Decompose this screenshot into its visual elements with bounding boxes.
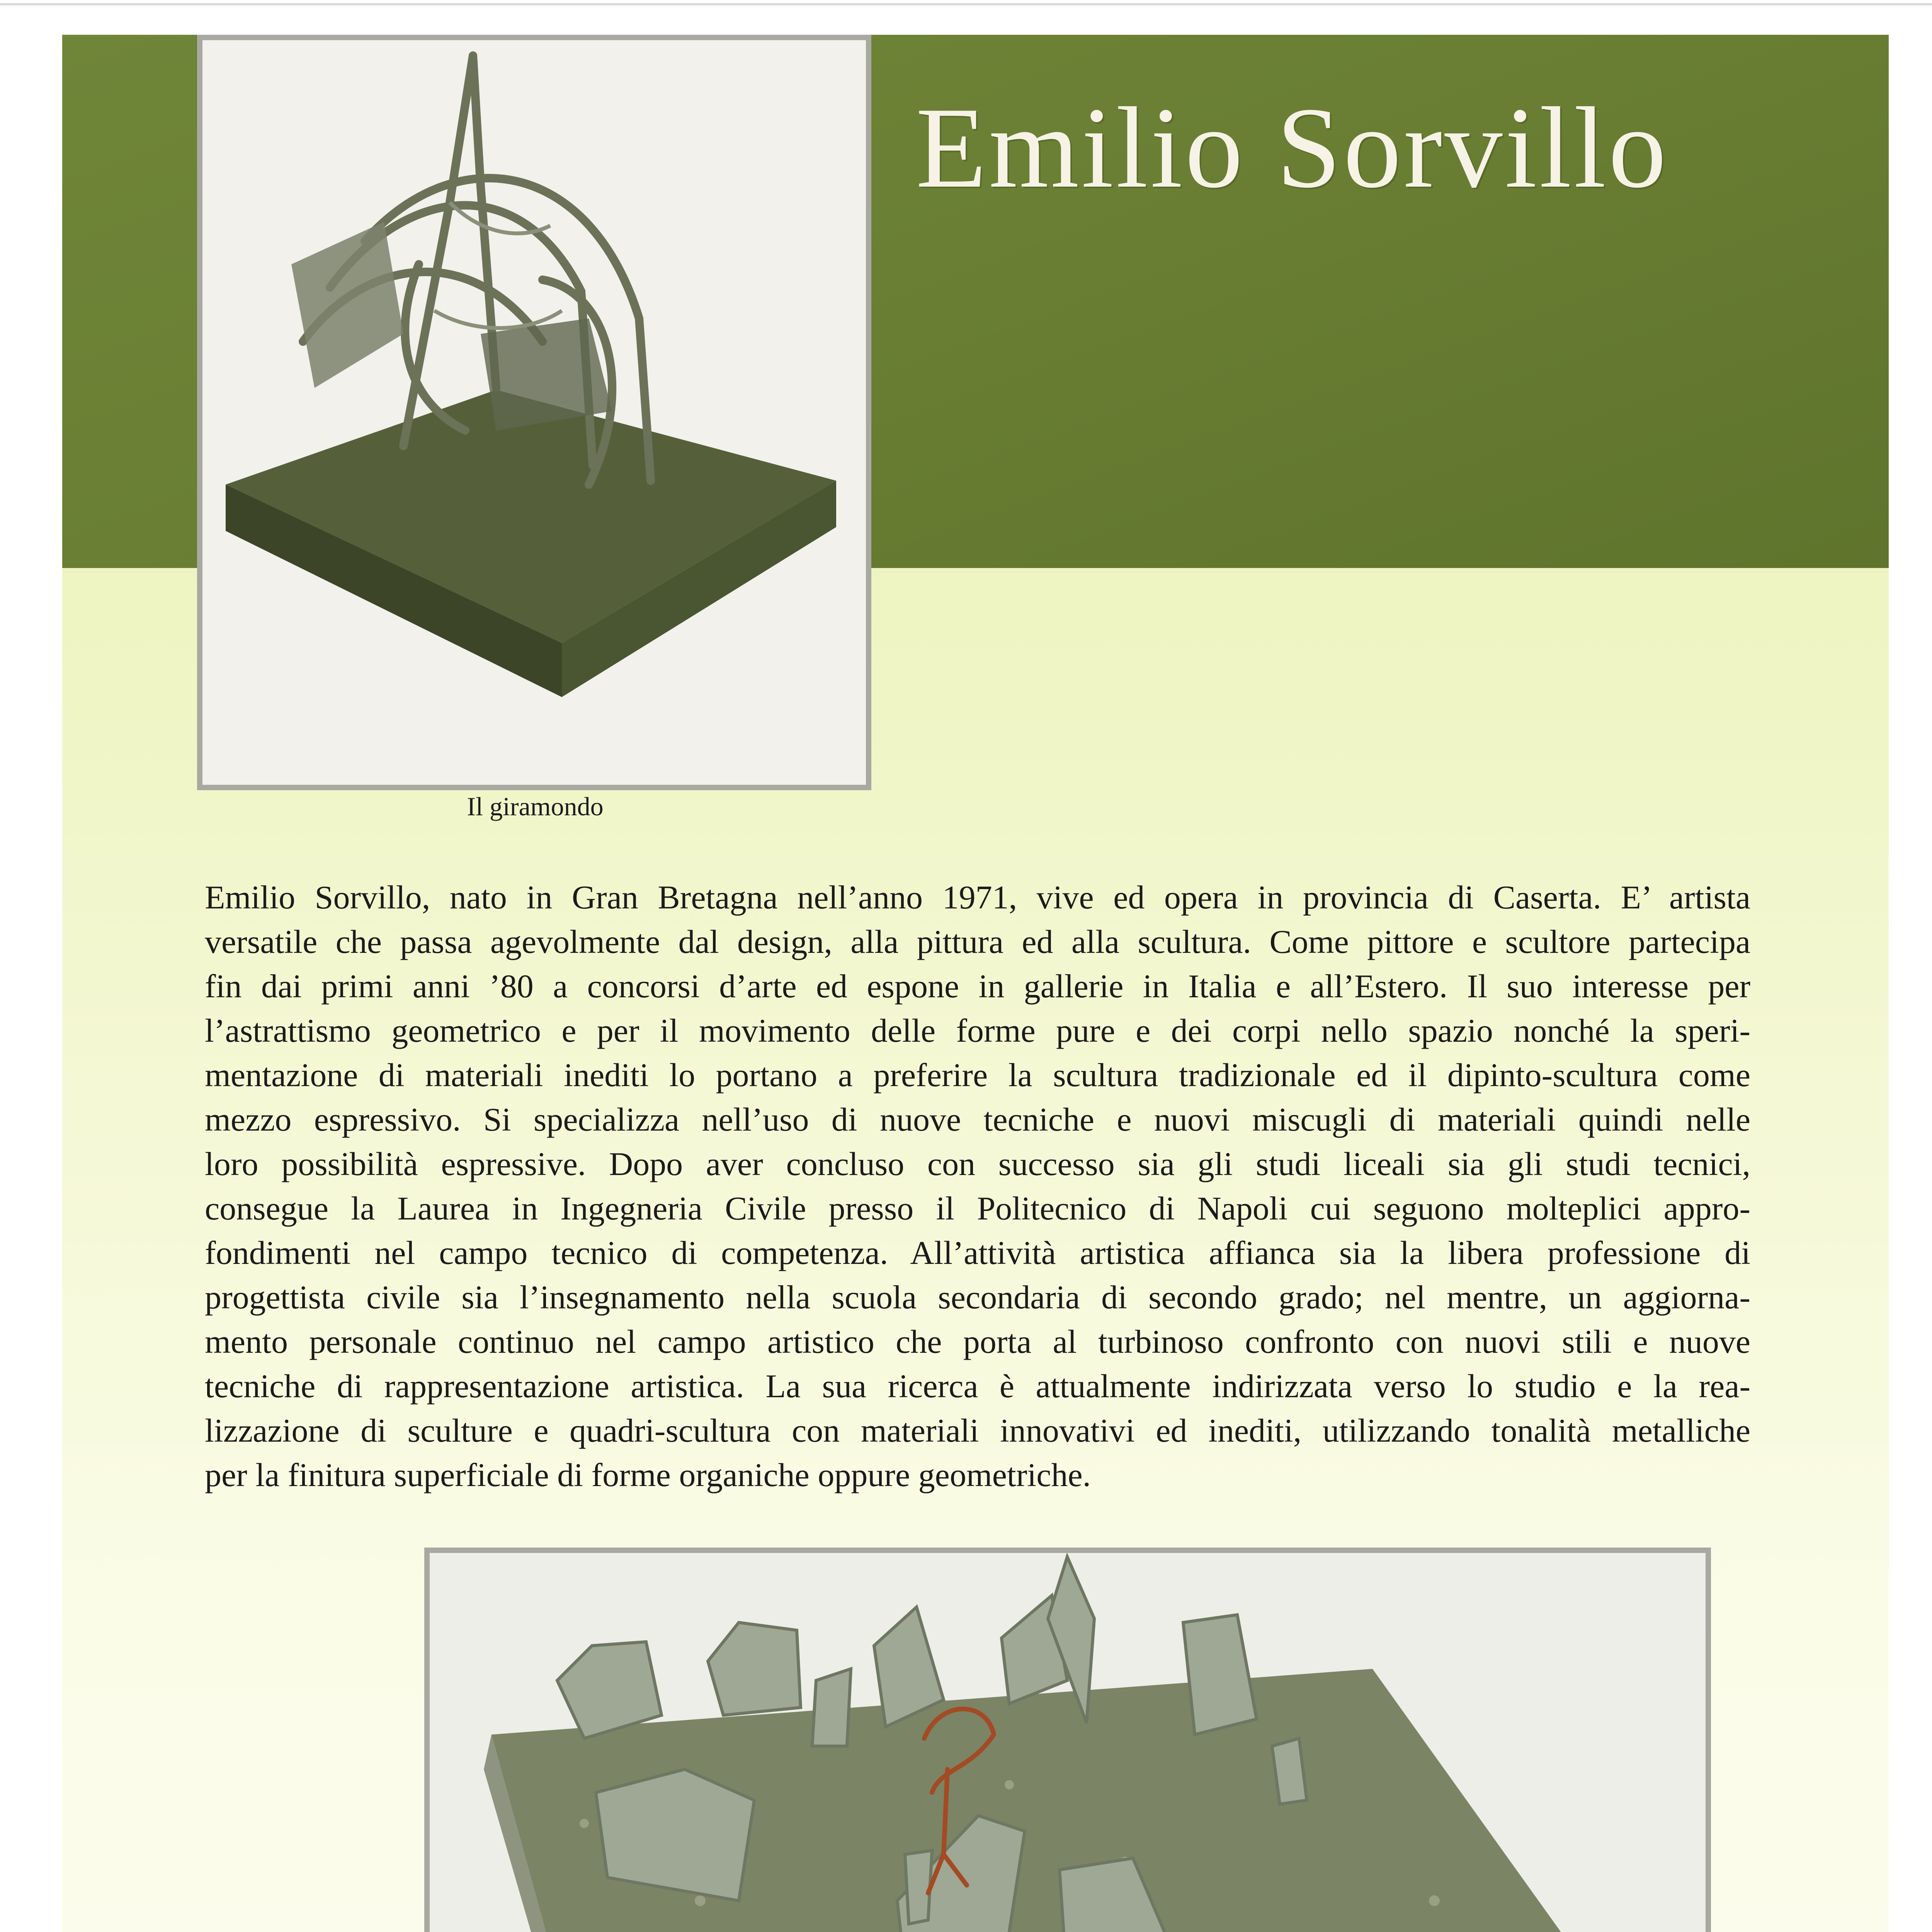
bio-line: tecniche di rappresentazione artistica. La sua ricerca è attualmente indirizzata verso lo studio e la rea- bbox=[205, 1367, 1750, 1405]
bio-line: versatile che passa agevolmente dal design, alla pittura ed alla scultura. Come pittore e scultore partecipa bbox=[205, 923, 1750, 960]
artist-biography bbox=[205, 875, 1750, 1497]
bio-line: l’astrattismo geometrico e per il movimento delle forme pure e dei corpi nello spazio nonché la speri- bbox=[205, 1012, 1750, 1049]
bio-line: fondimenti nel campo tecnico di competenza. All’attività artistica affianca sia la libera professione di bbox=[205, 1234, 1750, 1271]
bio-line: mezzo espressivo. Si specializza nell’uso di nuove tecniche e nuovi miscugli di materiali quindi nelle bbox=[205, 1101, 1750, 1138]
page-title: Emilio Sorvillo bbox=[916, 83, 1669, 212]
bio-line: mento personale continuo nel campo artistico che porta al turbinoso confronto con nuovi stili e nuove bbox=[205, 1323, 1750, 1360]
bio-line: loro possibilità espressive. Dopo aver concluso con successo sia gli studi liceali sia gli studi tecnici, bbox=[205, 1145, 1750, 1182]
bio-line: Emilio Sorvillo, nato in Gran Bretagna nell’anno 1971, vive ed opera in provincia di Caserta. E’ artista bbox=[205, 879, 1750, 916]
bio-line: consegue la Laurea in Ingegneria Civile presso il Politecnico di Napoli cui seguono molteplici appro- bbox=[205, 1190, 1750, 1227]
sculpture-photo-il-giramondo bbox=[197, 35, 871, 790]
page-top-edge bbox=[0, 3, 1932, 5]
bio-line: progettista civile sia l’insegnamento nella scuola secondaria di secondo grado; nel mentre, un aggiorna- bbox=[205, 1279, 1750, 1316]
bio-line: fin dai primi anni ’80 a concorsi d’arte ed espone in gallerie in Italia e all’Estero. Il suo interesse per bbox=[205, 968, 1750, 1005]
bio-line: lizzazione di sculture e quadri-scultura con materiali innovativi ed inediti, utilizzando tonalità metalliche bbox=[205, 1412, 1750, 1449]
bio-line: per la finitura superficiale di forme organiche oppure geometriche. bbox=[205, 1456, 1091, 1493]
caption-il-giramondo: Il giramondo bbox=[467, 792, 604, 821]
bio-line: mentazione di materiali inediti lo portano a preferire la scultura tradizionale ed il dipinto-scultura come bbox=[205, 1056, 1750, 1094]
sculpture-photo-smarrimento bbox=[424, 1548, 1711, 1932]
